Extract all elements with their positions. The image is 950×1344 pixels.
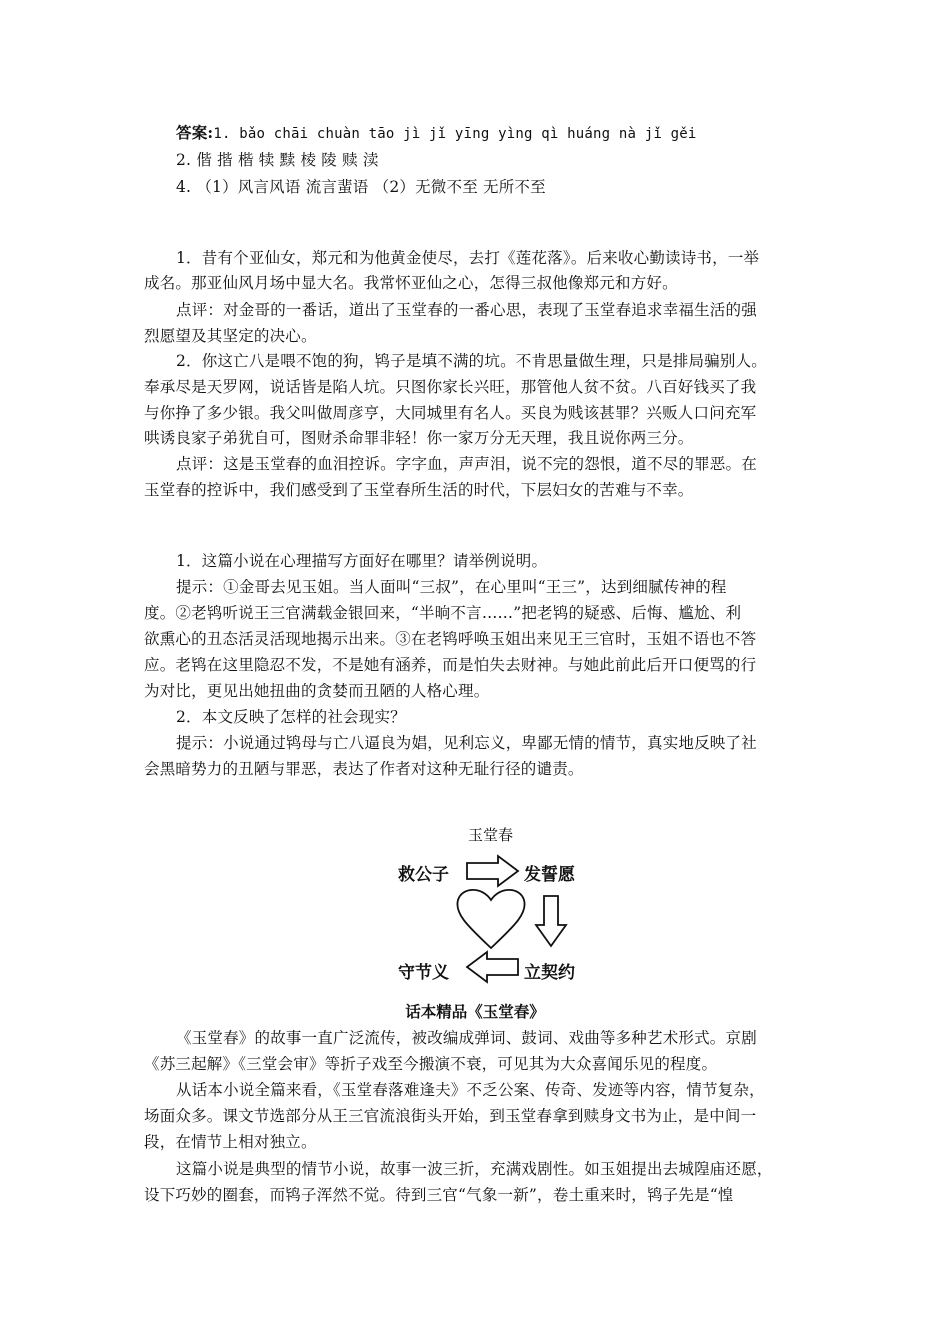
quote-line: 玉堂春的控诉中，我们感受到了玉堂春所生活的时代，下层妇女的苦难与不幸。: [144, 481, 694, 499]
diagram-node-top-right: 发誓愿: [524, 865, 575, 885]
quote-line: 1．昔有个亚仙女，郑元和为他黄金使尽，去打《莲花落》。后来收心勤读诗书，一举: [176, 249, 760, 267]
quote-line: 与你挣了多少银。我父叫做周彦亨，大同城里有名人。买良为贱该甚罪？兴贩人口问充军: [144, 404, 757, 422]
section-line: 《玉堂春》的故事一直广泛流传，被改编成弹词、鼓词、戏曲等多种艺术形式。京剧: [176, 1029, 757, 1047]
question-line: 提示：①金哥去见玉姐。当人面叫“三叔”，在心里叫“王三”，达到细腻传神的程: [176, 578, 727, 596]
question-line: 会黑暗势力的丑陋与罪恶，表达了作者对这种无耻行径的谴责。: [144, 760, 584, 778]
question-line: 为对比，更见出她扭曲的贪婪而丑陋的人格心理。: [144, 682, 490, 700]
question-line: 欲熏心的丑态活灵活现地揭示出来。③在老鸨呼唤玉姐出来见王三官时，玉姐不语也不答: [144, 630, 757, 648]
quote-line: 点评：对金哥的一番话，道出了玉堂春的一番心思，表现了玉堂春追求幸福生活的强: [176, 301, 757, 319]
quote-line: 哄诱良家子弟犹自可，图财杀命罪非轻！你一家万分无天理，我且说你两三分。: [144, 429, 694, 447]
question-line: 应。老鸨在这里隐忍不发，不是她有涵养，而是怕失去财神。与她此前此后开口便骂的行: [144, 656, 757, 674]
left-arrow-icon: [467, 952, 518, 982]
down-arrow-icon: [536, 896, 566, 946]
quote-line: 2．你这亡八是喂不饱的狗，鸨子是填不满的坑。不肯思量做生理，只是排局骗别人。: [176, 352, 767, 370]
quote-line: 成名。那亚仙风月场中显大名。我常怀亚仙之心，怎得三叔他像郑元和方好。: [144, 274, 678, 292]
answer-line-3: 4. （1）风言风语 流言蜚语 （2）无微不至 无所不至: [176, 178, 546, 196]
quote-line: 烈愿望及其坚定的决心。: [144, 327, 317, 345]
section-line: 这篇小说是典型的情节小说，故事一波三折，充满戏剧性。如玉姐提出去城隍庙还愿，: [176, 1160, 773, 1178]
diagram-node-top-left: 救公子: [398, 865, 449, 885]
plot-diagram: [380, 820, 600, 990]
right-arrow-icon: [467, 856, 518, 886]
heart-icon: [457, 890, 524, 948]
section-title: 话本精品《玉堂春》: [405, 1002, 545, 1021]
section-line: 设下巧妙的圈套，而鸨子浑然不觉。待到三官“气象一新”，卷土重来时，鸨子先是“惶: [144, 1186, 734, 1204]
quote-line: 点评：这是玉堂春的血泪控诉。字字血，声声泪，说不完的怨恨，道不尽的罪恶。在: [176, 455, 757, 473]
quote-line: 奉承尽是天罗网，说话皆是陷人坑。只图你家长兴旺，那管他人贫不贫。八百好钱买了我: [144, 378, 757, 396]
diagram-node-bottom-left: 守节义: [398, 963, 449, 983]
question-line: 提示：小说通过鸨母与亡八逼良为娼，见利忘义，卑鄙无情的情节，真实地反映了社: [176, 734, 757, 752]
section-line: 《苏三起解》《三堂会审》等折子戏至今搬演不衰，可见其为大众喜闻乐见的程度。: [144, 1055, 718, 1073]
section-line: 段，在情节上相对独立。: [144, 1133, 317, 1151]
question-line: 2．本文反映了怎样的社会现实？: [176, 708, 406, 726]
diagram-title: 玉堂春: [468, 826, 514, 844]
answer-line-2: 2. 偕 揩 楷 犊 黩 棱 陵 赎 渎: [176, 151, 379, 169]
question-line: 度。②老鸨听说王三官满载金银回来，“半晌不言……”把老鸨的疑惑、后悔、尴尬、利: [144, 604, 742, 622]
answer-label: 答案:: [176, 123, 214, 142]
diagram-shapes: [380, 820, 600, 990]
answer-line-1: [176, 122, 697, 145]
section-line: 场面众多。课文节选部分从王三官流浪街头开始，到玉堂春拿到赎身文书为止，是中间一: [144, 1107, 757, 1125]
section-line: 从话本小说全篇来看，《玉堂春落难逢夫》不乏公案、传奇、发迹等内容，情节复杂，: [176, 1081, 765, 1099]
diagram-node-bottom-right: 立契约: [524, 963, 575, 983]
question-line: 1．这篇小说在心理描写方面好在哪里？请举例说明。: [176, 552, 548, 570]
answer-pinyin: 1. bǎo chāi chuàn tāo jì jǐ yīng yìng qì huáng nà jǐ gěi: [213, 126, 697, 142]
